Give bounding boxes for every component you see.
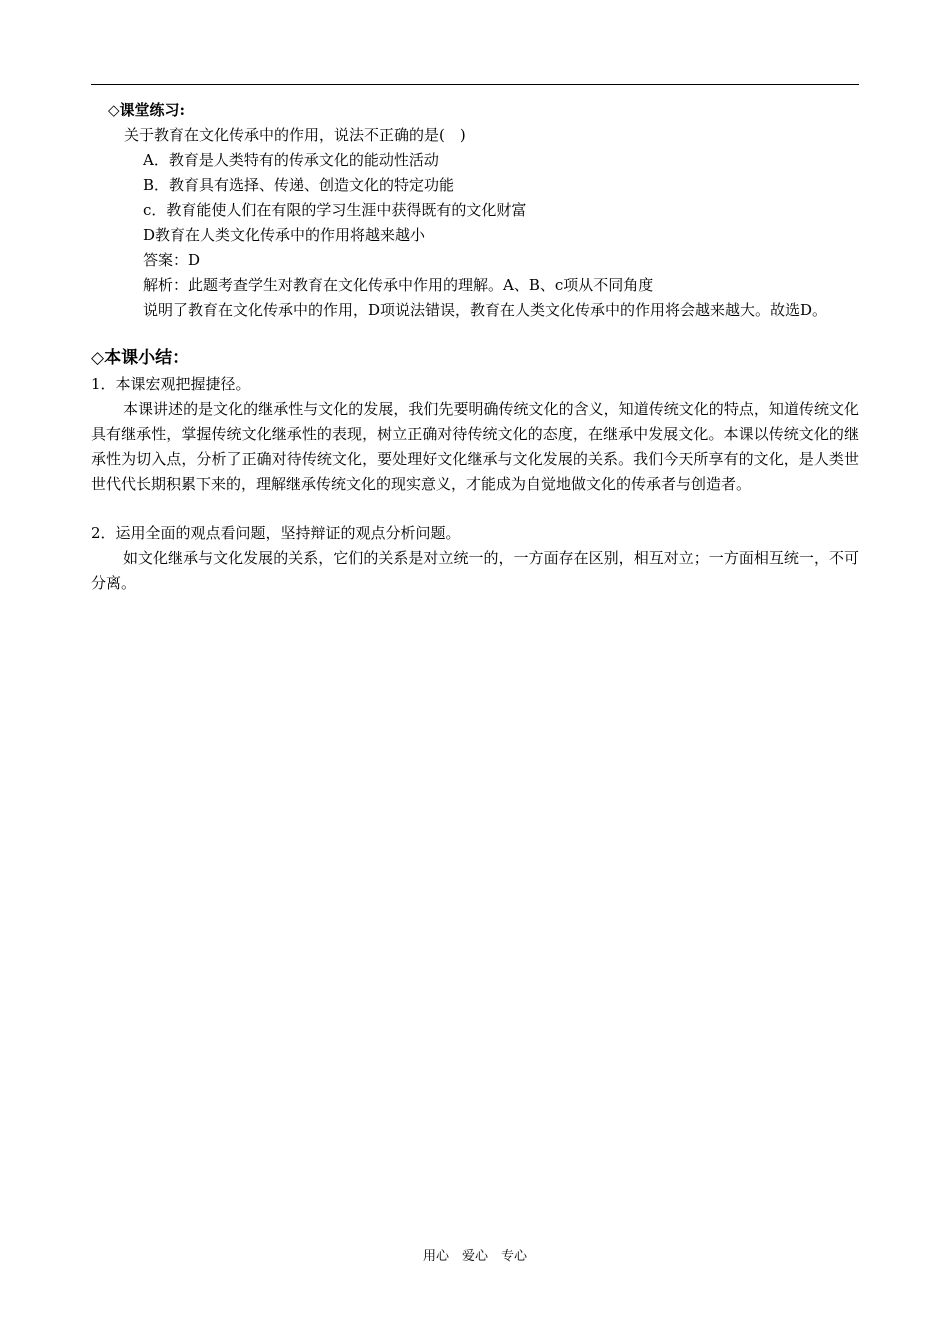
- summary-heading: ◇本课小结：: [91, 348, 190, 368]
- summary-item1-body: 本课讲述的是文化的继承性与文化的发展，我们先要明确传统文化的含义，知道传统文化的特点，知道传统文化具有继承性，掌握传统文化继承性的表现，树立正确对待传统文化的态度，在继承中发展文化。本课以传统文化的继承性为切入点，分析了正确对待传统文化，要处理好文化继承与文化发展的关系。我们今天所享有的文化，是人类世世代代长期积累下来的，理解继承传统文化的现实意义，才能成为自觉地做文化的传承者与创造者。: [91, 400, 859, 493]
- exercise-option-a: A．教育是人类特有的传承文化的能动性活动: [143, 151, 439, 169]
- exercise-analysis-line1: 解析：此题考查学生对教育在文化传承中作用的理解。A、B、c项从不同角度: [143, 276, 654, 294]
- exercise-heading: ◇课堂练习:: [108, 101, 186, 119]
- exercise-analysis-line2: 说明了教育在文化传承中的作用，D项说法错误，教育在人类文化传承中的作用将会越来越大。故选D。: [143, 301, 828, 319]
- exercise-option-b: B．教育具有选择、传递、创造文化的特定功能: [143, 176, 455, 194]
- exercise-option-c: c．教育能使人们在有限的学习生涯中获得既有的文化财富: [143, 201, 527, 219]
- summary-item2-body: 如文化继承与文化发展的关系，它们的关系是对立统一的，一方面存在区别，相互对立；一方面相互统一，不可分离。: [91, 549, 859, 592]
- exercise-answer: 答案：D: [143, 251, 201, 269]
- exercise-option-d: D教育在人类文化传承中的作用将越来越小: [143, 226, 426, 244]
- page-footer: 用心 爱心 专心: [422, 1249, 527, 1264]
- exercise-question: 关于教育在文化传承中的作用，说法不正确的是( ): [124, 126, 466, 144]
- summary-item2-title: 2．运用全面的观点看问题，坚持辩证的观点分析问题。: [91, 524, 461, 542]
- header-rule: [91, 84, 859, 85]
- summary-item1-title: 1．本课宏观把握捷径。: [91, 375, 251, 393]
